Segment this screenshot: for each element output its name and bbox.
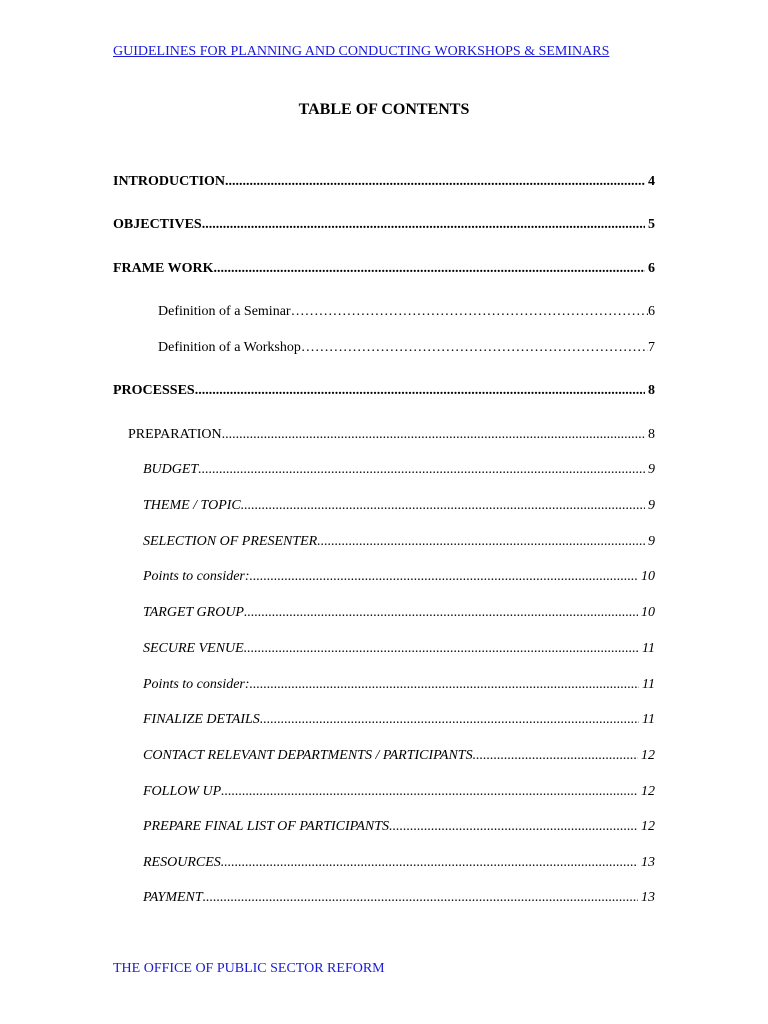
toc-entry-label: BUDGET	[143, 462, 199, 477]
page-title: TABLE OF CONTENTS	[298, 101, 470, 118]
toc-entry-target-group[interactable]	[143, 604, 655, 622]
toc-entry-points-to-consider[interactable]	[143, 568, 655, 586]
toc-entry-selection-of-presenter[interactable]	[143, 533, 655, 551]
dot-leader	[195, 382, 645, 400]
toc-entry-page: 8	[648, 383, 655, 398]
toc-entry-label: TARGET GROUP	[143, 605, 244, 620]
toc-entry-definition-workshop[interactable]	[158, 339, 655, 357]
toc-entry-label: CONTACT RELEVANT DEPARTMENTS / PARTICIPANTS	[143, 748, 473, 763]
dot-leader	[301, 339, 648, 357]
dot-leader	[244, 640, 639, 658]
dot-leader	[473, 747, 638, 765]
toc-entry-page: 10	[641, 569, 655, 584]
dot-leader	[250, 568, 638, 586]
toc-entry-definition-seminar[interactable]	[158, 303, 655, 321]
toc-entry-label: FOLLOW UP	[143, 784, 222, 799]
dot-leader	[202, 216, 645, 234]
toc-entry-label: Points to consider:	[143, 677, 250, 692]
toc-entry-page: 5	[648, 217, 655, 232]
toc-entry-label: FRAME WORK	[113, 261, 214, 276]
toc-entry-frame-work[interactable]	[113, 260, 655, 278]
toc-entry-payment[interactable]	[143, 889, 655, 907]
toc-entry-label: SELECTION OF PRESENTER	[143, 534, 318, 549]
toc-entry-label: PREPARATION	[128, 427, 222, 442]
document-header[interactable]: GUIDELINES FOR PLANNING AND CONDUCTING WORKSHOPS & SEMINARS	[113, 44, 610, 59]
dot-leader	[203, 889, 638, 907]
dot-leader	[241, 497, 645, 515]
toc-entry-contact-relevant-departments[interactable]	[143, 747, 655, 765]
toc-entry-secure-venue[interactable]	[143, 640, 655, 658]
toc-entry-follow-up[interactable]	[143, 783, 655, 801]
toc-entry-page: 13	[641, 890, 655, 905]
dot-leader	[291, 303, 648, 321]
toc-entry-prepare-final-list[interactable]	[143, 818, 655, 836]
toc-entry-page: 9	[648, 498, 655, 513]
toc-entry-page: 11	[642, 677, 655, 692]
toc-entry-label: PROCESSES	[113, 383, 195, 398]
toc-entry-page: 8	[648, 427, 655, 442]
toc-entry-label: Definition of a Workshop	[158, 340, 301, 355]
toc-entry-finalize-details[interactable]	[143, 711, 655, 729]
dot-leader	[225, 173, 644, 191]
dot-leader	[221, 783, 637, 801]
dot-leader	[244, 604, 638, 622]
toc-entry-page: 7	[648, 340, 655, 355]
toc-entry-label: FINALIZE DETAILS	[143, 712, 260, 727]
toc-entry-label: RESOURCES	[143, 855, 221, 870]
document-footer: THE OFFICE OF PUBLIC SECTOR REFORM	[113, 961, 385, 976]
toc-entry-page: 6	[648, 261, 655, 276]
toc-entry-label: PREPARE FINAL LIST OF PARTICIPANTS	[143, 819, 390, 834]
toc-entry-label: Definition of a Seminar	[158, 304, 291, 319]
toc-entry-label: THEME / TOPIC	[143, 498, 241, 513]
toc-entry-label: OBJECTIVES	[113, 217, 202, 232]
toc-entry-page: 9	[648, 534, 655, 549]
toc-entry-page: 9	[648, 462, 655, 477]
toc-entry-label: INTRODUCTION	[113, 174, 226, 189]
toc-entry-page: 11	[642, 641, 655, 656]
toc-entry-points-to-consider[interactable]	[143, 676, 655, 694]
toc-entry-objectives[interactable]	[113, 216, 655, 234]
toc-entry-label: SECURE VENUE	[143, 641, 244, 656]
dot-leader	[213, 260, 644, 278]
dot-leader	[198, 461, 644, 479]
toc-entry-page: 6	[648, 304, 655, 319]
toc-entry-page: 13	[641, 855, 655, 870]
toc-entry-page: 12	[641, 748, 655, 763]
toc-entry-processes[interactable]	[113, 382, 655, 400]
toc-entry-page: 10	[641, 605, 655, 620]
dot-leader	[389, 818, 637, 836]
dot-leader	[222, 426, 645, 444]
toc-entry-page: 4	[648, 174, 655, 189]
dot-leader	[250, 676, 639, 694]
dot-leader	[260, 711, 639, 729]
dot-leader	[317, 533, 644, 551]
toc-entry-budget[interactable]	[143, 461, 655, 479]
toc-entry-page: 12	[641, 784, 655, 799]
toc-entry-page: 11	[642, 712, 655, 727]
dot-leader	[221, 854, 638, 872]
toc-entry-preparation[interactable]	[128, 426, 655, 444]
toc-entry-label: Points to consider:	[143, 569, 250, 584]
toc-entry-label: PAYMENT	[143, 890, 203, 905]
toc-entry-resources[interactable]	[143, 854, 655, 872]
toc-entry-page: 12	[641, 819, 655, 834]
toc-entry-introduction[interactable]	[113, 173, 655, 191]
toc-entry-theme-topic[interactable]	[143, 497, 655, 515]
